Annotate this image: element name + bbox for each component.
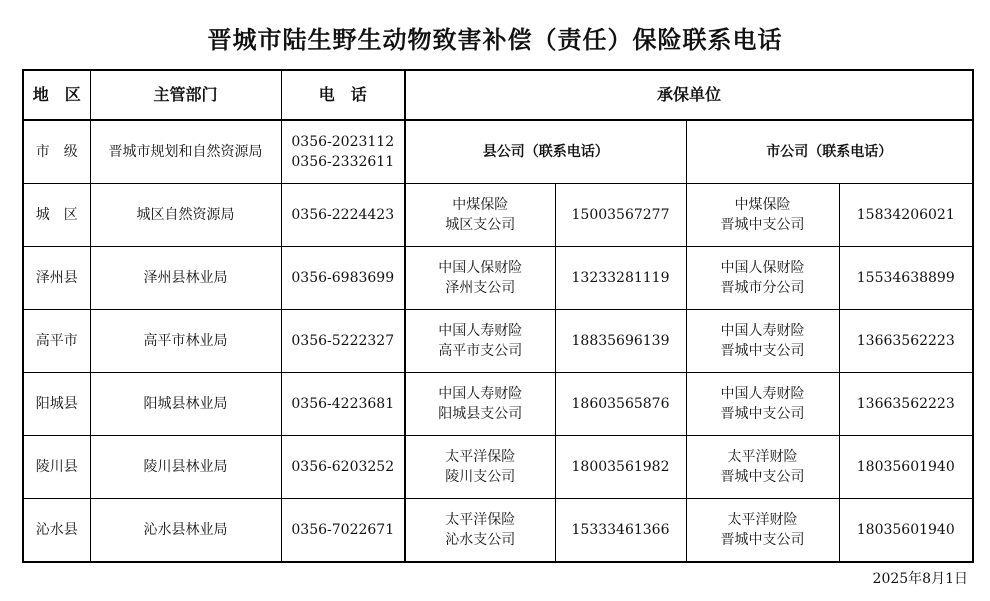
- county-company-cell-line-1: 中国人寿财险: [438, 386, 523, 402]
- city-phone-cell: 15834206021: [839, 184, 973, 247]
- county-company-cell-line-2: 沁水支公司: [445, 532, 516, 548]
- city-phone-cell: 13663562223: [839, 310, 973, 373]
- county-company-cell-line-1: 太平洋保险: [445, 512, 516, 528]
- city-level-phone-1: 0356-2023112: [291, 134, 395, 150]
- county-company-cell-line-1: 中国人保财险: [438, 260, 523, 276]
- county-company-cell: [405, 184, 555, 247]
- county-company-cell: [405, 499, 555, 563]
- table-row: [23, 310, 973, 373]
- county-company-cell: [405, 310, 555, 373]
- county-company-cell-line-1: 中国人寿财险: [438, 323, 523, 339]
- city-company-cell: [686, 499, 839, 563]
- department-cell: 城区自然资源局: [90, 184, 281, 247]
- contact-table: [22, 69, 974, 563]
- county-company-cell: [405, 436, 555, 499]
- county-phone-cell: 18835696139: [555, 310, 686, 373]
- city-phone-cell: 18035601940: [839, 499, 973, 563]
- city-level-row: [23, 120, 973, 184]
- city-level-department: 晋城市规划和自然资源局: [90, 120, 281, 184]
- region-cell: 高平市: [23, 310, 90, 373]
- city-company-cell: [686, 184, 839, 247]
- city-company-cell-line-1: 太平洋财险: [727, 449, 798, 465]
- city-company-cell: [686, 436, 839, 499]
- region-cell: 泽州县: [23, 247, 90, 310]
- department-cell: 泽州县林业局: [90, 247, 281, 310]
- county-phone-cell: 15333461366: [555, 499, 686, 563]
- phone-cell: 0356-6203252: [281, 436, 405, 499]
- table-row: [23, 499, 973, 563]
- phone-cell: 0356-6983699: [281, 247, 405, 310]
- city-company-cell-line-2: 晋城中支公司: [720, 532, 805, 548]
- county-company-cell-line-2: 高平市支公司: [438, 343, 523, 359]
- header-row: [23, 70, 973, 120]
- phone-cell: 0356-7022671: [281, 499, 405, 563]
- page-title: 晋城市陆生野生动物致害补偿（责任）保险联系电话: [207, 26, 783, 54]
- department-cell: 沁水县林业局: [90, 499, 281, 563]
- city-level-phone-2: 0356-2332611: [291, 154, 395, 170]
- region-cell: 城 区: [23, 184, 90, 247]
- city-company-cell-line-1: 中国人寿财险: [720, 323, 805, 339]
- city-company-cell-line-2: 晋城中支公司: [720, 469, 805, 485]
- department-cell: 高平市林业局: [90, 310, 281, 373]
- region-cell: 沁水县: [23, 499, 90, 563]
- city-company-cell-line-2: 晋城中支公司: [720, 343, 805, 359]
- phone-cell: 0356-2224423: [281, 184, 405, 247]
- county-company-cell: [405, 247, 555, 310]
- city-company-cell: [686, 247, 839, 310]
- county-company-cell-line-2: 阳城县支公司: [438, 406, 523, 422]
- city-company-cell-line-1: 太平洋财险: [727, 512, 798, 528]
- city-phone-cell: 15534638899: [839, 247, 973, 310]
- header-phone: 电 话: [281, 70, 405, 120]
- city-company-cell-line-2: 晋城中支公司: [720, 406, 805, 422]
- department-cell: 阳城县林业局: [90, 373, 281, 436]
- city-company-cell-line-1: 中国人保财险: [720, 260, 805, 276]
- city-company-cell-line-2: 晋城市分公司: [720, 280, 805, 296]
- header-department: 主管部门: [90, 70, 281, 120]
- county-company-cell-line-2: 陵川支公司: [445, 469, 516, 485]
- city-phone-cell: 18035601940: [839, 436, 973, 499]
- header-city-company: 市公司（联系电话）: [686, 120, 973, 184]
- city-phone-cell: 13663562223: [839, 373, 973, 436]
- department-cell: 陵川县林业局: [90, 436, 281, 499]
- county-phone-cell: 18603565876: [555, 373, 686, 436]
- phone-cell: 0356-4223681: [281, 373, 405, 436]
- table-row: [23, 436, 973, 499]
- city-level-region: 市 级: [23, 120, 90, 184]
- header-county-company: 县公司（联系电话）: [405, 120, 686, 184]
- header-region: 地 区: [23, 70, 90, 120]
- city-company-cell-line-1: 中煤保险: [734, 197, 791, 213]
- region-cell: 阳城县: [23, 373, 90, 436]
- document-date: 2025年8月1日: [872, 571, 968, 587]
- county-company-cell-line-1: 中煤保险: [452, 197, 509, 213]
- county-company-cell-line-1: 太平洋保险: [445, 449, 516, 465]
- county-company-cell-line-2: 泽州支公司: [445, 280, 516, 296]
- county-phone-cell: 15003567277: [555, 184, 686, 247]
- county-company-cell-line-2: 城区支公司: [445, 217, 516, 233]
- county-phone-cell: 18003561982: [555, 436, 686, 499]
- city-company-cell-line-1: 中国人寿财险: [720, 386, 805, 402]
- city-company-cell: [686, 310, 839, 373]
- table-row: [23, 247, 973, 310]
- region-cell: 陵川县: [23, 436, 90, 499]
- city-level-phone: [281, 120, 405, 184]
- county-company-cell: [405, 373, 555, 436]
- county-phone-cell: 13233281119: [555, 247, 686, 310]
- city-company-cell-line-2: 晋城中支公司: [720, 217, 805, 233]
- city-company-cell: [686, 373, 839, 436]
- phone-cell: 0356-5222327: [281, 310, 405, 373]
- table-row: [23, 184, 973, 247]
- header-insurer: 承保单位: [405, 70, 973, 120]
- table-row: [23, 373, 973, 436]
